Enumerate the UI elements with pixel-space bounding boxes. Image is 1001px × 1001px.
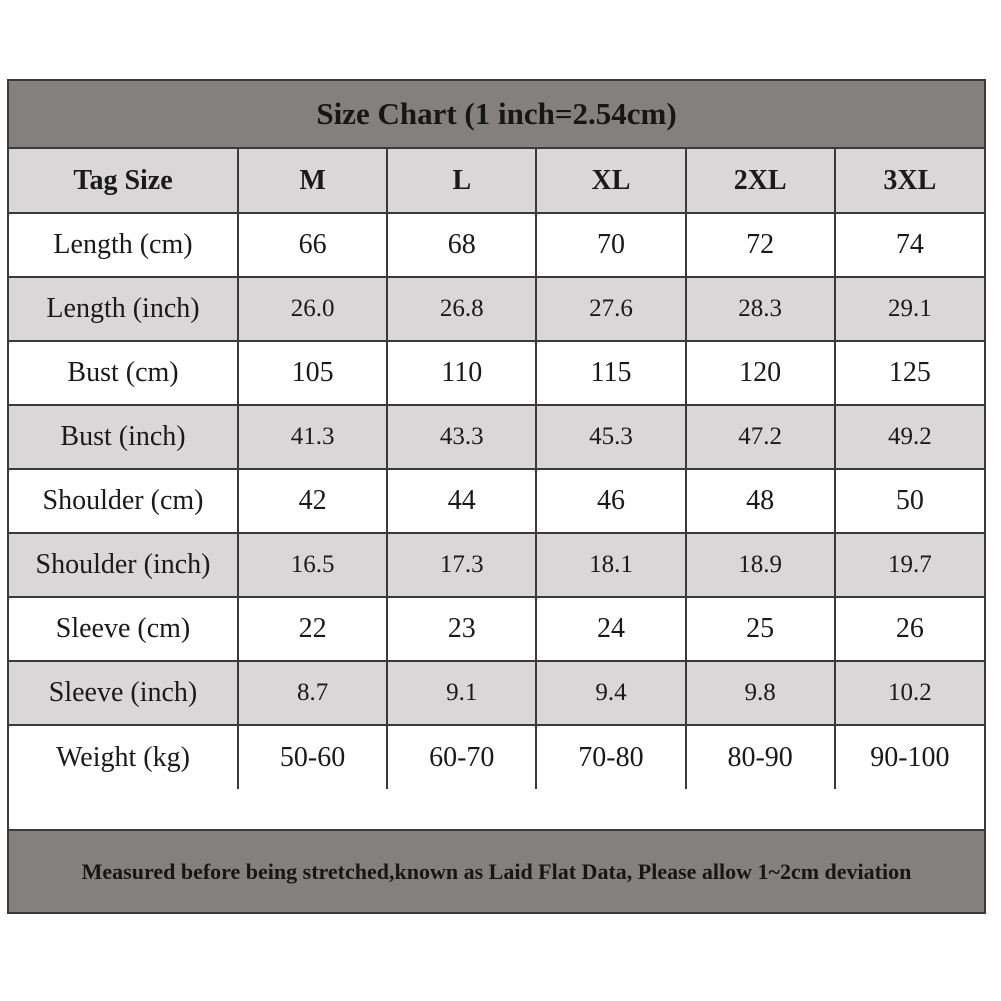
table-cell: 41.3 (238, 405, 387, 469)
row-label: Bust (cm) (9, 341, 238, 405)
table-row (9, 661, 984, 725)
table-cell: 49.2 (835, 405, 984, 469)
table-cell: 26 (835, 597, 984, 661)
header-size-3xl: 3XL (835, 149, 984, 213)
table-cell: 120 (686, 341, 835, 405)
table-cell: 9.8 (686, 661, 835, 725)
table-cell: 18.1 (536, 533, 685, 597)
table-row (9, 597, 984, 661)
table-cell: 50-60 (238, 725, 387, 789)
footer-note: Measured before being stretched,known as Laid Flat Data, Please allow 1~2cm deviation (9, 829, 984, 912)
table-cell: 46 (536, 469, 685, 533)
table-row (9, 533, 984, 597)
table-cell: 22 (238, 597, 387, 661)
table-cell: 70-80 (536, 725, 685, 789)
header-size-m: M (238, 149, 387, 213)
table-cell: 110 (387, 341, 536, 405)
table-cell: 18.9 (686, 533, 835, 597)
table-cell: 66 (238, 213, 387, 277)
size-chart (7, 79, 986, 914)
header-size-2xl: 2XL (686, 149, 835, 213)
table-cell: 10.2 (835, 661, 984, 725)
table-cell: 17.3 (387, 533, 536, 597)
table-cell: 115 (536, 341, 685, 405)
table-cell: 50 (835, 469, 984, 533)
table-cell: 24 (536, 597, 685, 661)
table-cell: 23 (387, 597, 536, 661)
table-cell: 9.1 (387, 661, 536, 725)
row-label: Length (inch) (9, 277, 238, 341)
table-row (9, 277, 984, 341)
table-cell: 29.1 (835, 277, 984, 341)
table-cell: 90-100 (835, 725, 984, 789)
table-cell: 60-70 (387, 725, 536, 789)
table-cell: 19.7 (835, 533, 984, 597)
table-cell: 16.5 (238, 533, 387, 597)
header-size-xl: XL (536, 149, 685, 213)
table-row (9, 405, 984, 469)
table-cell: 105 (238, 341, 387, 405)
table-row (9, 341, 984, 405)
table-cell: 9.4 (536, 661, 685, 725)
table-cell: 26.0 (238, 277, 387, 341)
table-cell: 44 (387, 469, 536, 533)
table-cell: 68 (387, 213, 536, 277)
table-row (9, 213, 984, 277)
table-row (9, 469, 984, 533)
row-label: Shoulder (cm) (9, 469, 238, 533)
table-cell: 25 (686, 597, 835, 661)
header-row (9, 149, 984, 213)
table-cell: 74 (835, 213, 984, 277)
size-table (9, 149, 984, 789)
header-size-l: L (387, 149, 536, 213)
row-label: Weight (kg) (9, 725, 238, 789)
chart-title: Size Chart (1 inch=2.54cm) (9, 81, 984, 149)
table-cell: 45.3 (536, 405, 685, 469)
table-cell: 27.6 (536, 277, 685, 341)
table-cell: 26.8 (387, 277, 536, 341)
header-label: Tag Size (9, 149, 238, 213)
table-cell: 42 (238, 469, 387, 533)
row-label: Bust (inch) (9, 405, 238, 469)
row-label: Sleeve (cm) (9, 597, 238, 661)
table-cell: 43.3 (387, 405, 536, 469)
table-row (9, 725, 984, 789)
row-label: Sleeve (inch) (9, 661, 238, 725)
table-cell: 70 (536, 213, 685, 277)
table-cell: 28.3 (686, 277, 835, 341)
table-cell: 80-90 (686, 725, 835, 789)
table-cell: 8.7 (238, 661, 387, 725)
row-label: Length (cm) (9, 213, 238, 277)
table-cell: 48 (686, 469, 835, 533)
table-cell: 72 (686, 213, 835, 277)
row-label: Shoulder (inch) (9, 533, 238, 597)
table-cell: 47.2 (686, 405, 835, 469)
table-cell: 125 (835, 341, 984, 405)
